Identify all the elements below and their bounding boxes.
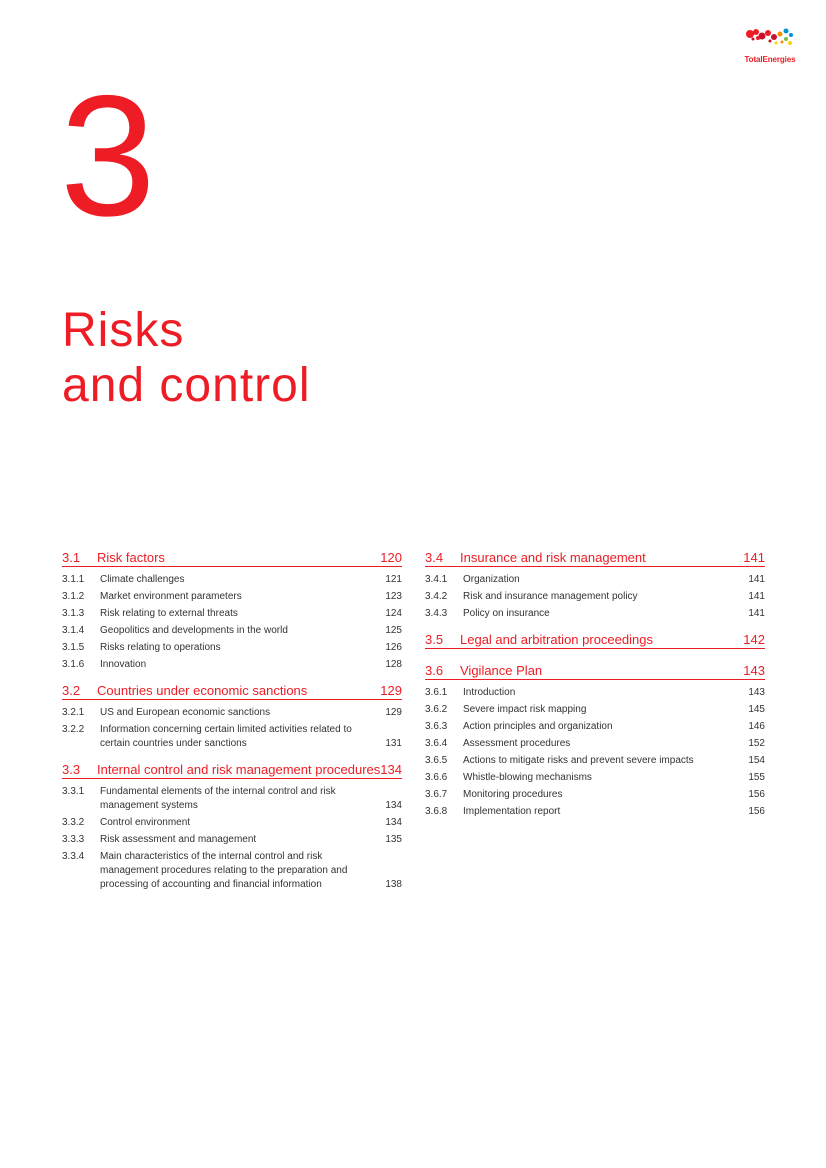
entry-title: Severe impact risk mapping bbox=[463, 704, 587, 715]
entry-page: 154 bbox=[748, 755, 765, 766]
entry-number: 3.3.2 bbox=[62, 817, 85, 828]
entry-title: Risk relating to external threats bbox=[100, 608, 238, 619]
toc-entry[interactable] bbox=[62, 850, 402, 892]
entry-title: Monitoring procedures bbox=[463, 789, 563, 800]
entry-page: 124 bbox=[385, 608, 402, 619]
entry-number: 3.6.1 bbox=[425, 687, 448, 698]
section-spacer bbox=[62, 754, 402, 762]
section-number: 3.5 bbox=[425, 632, 444, 647]
section-spacer bbox=[425, 655, 765, 663]
entry-title: Risks relating to operations bbox=[100, 642, 221, 653]
toc-section-heading[interactable] bbox=[62, 762, 402, 779]
entry-page: 129 bbox=[385, 707, 402, 718]
entry-title: Policy on insurance bbox=[463, 608, 550, 619]
toc-entry[interactable] bbox=[425, 573, 765, 587]
entry-number: 3.1.3 bbox=[62, 608, 85, 619]
toc-section-heading[interactable] bbox=[62, 550, 402, 567]
entry-page: 152 bbox=[748, 738, 765, 749]
entry-page: 141 bbox=[748, 574, 765, 585]
entry-page: 126 bbox=[385, 642, 402, 653]
entry-title: Whistle-blowing mechanisms bbox=[463, 772, 592, 783]
entry-number: 3.1.2 bbox=[62, 591, 85, 602]
section-number: 3.2 bbox=[62, 683, 81, 698]
entry-number: 3.2.2 bbox=[62, 724, 85, 735]
toc-entry[interactable] bbox=[62, 785, 402, 813]
toc-entry[interactable] bbox=[62, 641, 402, 655]
entry-number: 3.2.1 bbox=[62, 707, 85, 718]
entry-title: Geopolitics and developments in the world bbox=[100, 625, 288, 636]
toc-section-heading[interactable] bbox=[425, 632, 765, 649]
entry-title: Risk assessment and management bbox=[100, 834, 257, 845]
entry-page: 128 bbox=[385, 659, 402, 670]
toc-entry[interactable] bbox=[62, 658, 402, 672]
entry-title: Information concerning certain limited activities related to certain countries under sanctions bbox=[100, 724, 352, 749]
toc-entry[interactable] bbox=[62, 573, 402, 587]
entry-page: 121 bbox=[385, 574, 402, 585]
toc-entry[interactable] bbox=[425, 703, 765, 717]
section-number: 3.1 bbox=[62, 550, 81, 565]
section-title: Internal control and risk management procedures bbox=[97, 762, 381, 777]
entry-number: 3.6.4 bbox=[425, 738, 448, 749]
entry-title: US and European economic sanctions bbox=[100, 707, 271, 718]
entry-page: 125 bbox=[385, 625, 402, 636]
entry-number: 3.6.3 bbox=[425, 721, 448, 732]
section-spacer bbox=[62, 675, 402, 683]
entry-page: 135 bbox=[385, 834, 402, 845]
toc-section-heading[interactable] bbox=[425, 550, 765, 567]
toc-entry[interactable] bbox=[62, 607, 402, 621]
entry-title: Actions to mitigate risks and prevent severe impacts bbox=[463, 755, 694, 766]
entry-page: 134 bbox=[385, 800, 402, 811]
chapter-title bbox=[62, 303, 311, 413]
chapter-title-line1: Risks bbox=[62, 304, 185, 357]
entry-page: 156 bbox=[748, 806, 765, 817]
section-title: Risk factors bbox=[97, 550, 165, 565]
toc-entry[interactable] bbox=[62, 706, 402, 720]
section-page: 141 bbox=[743, 550, 765, 565]
entry-page: 156 bbox=[748, 789, 765, 800]
section-title: Countries under economic sanctions bbox=[97, 683, 308, 698]
toc-section-heading[interactable] bbox=[425, 663, 765, 680]
entry-number: 3.6.5 bbox=[425, 755, 448, 766]
entry-page: 138 bbox=[385, 879, 402, 890]
entry-title: Risk and insurance management policy bbox=[463, 591, 638, 602]
entry-page: 134 bbox=[385, 817, 402, 828]
section-page: 120 bbox=[380, 550, 402, 565]
entry-title: Action principles and organization bbox=[463, 721, 613, 732]
entry-page: 155 bbox=[748, 772, 765, 783]
chapter-title-line2: and control bbox=[62, 359, 311, 412]
entry-title: Implementation report bbox=[463, 806, 561, 817]
section-title: Vigilance Plan bbox=[460, 663, 543, 678]
toc-section-heading[interactable] bbox=[62, 683, 402, 700]
entry-title: Introduction bbox=[463, 687, 516, 698]
entry-page: 123 bbox=[385, 591, 402, 602]
entry-number: 3.6.8 bbox=[425, 806, 448, 817]
entry-page: 143 bbox=[748, 687, 765, 698]
entry-number: 3.6.6 bbox=[425, 772, 448, 783]
entry-title: Main characteristics of the internal control and risk management procedures relating to the preparation and processing of accounting and financial information bbox=[100, 851, 348, 890]
toc-entry[interactable] bbox=[62, 723, 402, 751]
entry-number: 3.1.4 bbox=[62, 625, 85, 636]
section-spacer bbox=[425, 822, 765, 830]
entry-page: 131 bbox=[385, 738, 402, 749]
section-page: 142 bbox=[743, 632, 765, 647]
entry-page: 145 bbox=[748, 704, 765, 715]
section-spacer bbox=[425, 624, 765, 632]
entry-number: 3.3.1 bbox=[62, 786, 85, 797]
toc-right-column bbox=[425, 550, 765, 830]
chapter-number: 3 bbox=[60, 60, 150, 252]
brand-name: TotalEnergies bbox=[744, 55, 796, 64]
section-spacer bbox=[62, 895, 402, 903]
entry-number: 3.3.4 bbox=[62, 851, 85, 862]
section-title: Insurance and risk management bbox=[460, 550, 646, 565]
entry-title: Climate challenges bbox=[100, 574, 185, 585]
toc-entry[interactable] bbox=[425, 737, 765, 751]
entry-title: Innovation bbox=[100, 659, 147, 670]
entry-number: 3.1.1 bbox=[62, 574, 85, 585]
entry-title: Assessment procedures bbox=[463, 738, 571, 749]
entry-number: 3.3.3 bbox=[62, 834, 85, 845]
toc-entry[interactable] bbox=[425, 788, 765, 802]
toc-entry[interactable] bbox=[425, 607, 765, 621]
toc-entry[interactable] bbox=[425, 720, 765, 734]
section-number: 3.4 bbox=[425, 550, 444, 565]
entry-number: 3.4.1 bbox=[425, 574, 448, 585]
entry-number: 3.6.7 bbox=[425, 789, 448, 800]
entry-page: 141 bbox=[748, 591, 765, 602]
section-title: Legal and arbitration proceedings bbox=[460, 632, 653, 647]
section-page: 143 bbox=[743, 663, 765, 678]
entry-title: Organization bbox=[463, 574, 520, 585]
section-number: 3.3 bbox=[62, 762, 81, 777]
toc-entry[interactable] bbox=[425, 590, 765, 604]
toc-entry[interactable] bbox=[62, 590, 402, 604]
entry-title: Control environment bbox=[100, 817, 191, 828]
entry-number: 3.6.2 bbox=[425, 704, 448, 715]
toc-entry[interactable] bbox=[425, 771, 765, 785]
toc-entry[interactable] bbox=[62, 624, 402, 638]
totalenergies-logo bbox=[738, 24, 804, 68]
logo-mark-icon bbox=[740, 24, 800, 54]
entry-page: 146 bbox=[748, 721, 765, 732]
toc-entry[interactable] bbox=[425, 805, 765, 819]
entry-number: 3.4.3 bbox=[425, 608, 448, 619]
entry-number: 3.4.2 bbox=[425, 591, 448, 602]
section-number: 3.6 bbox=[425, 663, 444, 678]
section-page: 129 bbox=[380, 683, 402, 698]
toc-entry[interactable] bbox=[62, 833, 402, 847]
toc-entry[interactable] bbox=[425, 686, 765, 700]
toc-left-column bbox=[62, 550, 402, 903]
entry-title: Fundamental elements of the internal control and risk management systems bbox=[100, 786, 336, 811]
entry-title: Market environment parameters bbox=[100, 591, 242, 602]
toc-entry[interactable] bbox=[425, 754, 765, 768]
entry-number: 3.1.6 bbox=[62, 659, 85, 670]
entry-number: 3.1.5 bbox=[62, 642, 85, 653]
toc-entry[interactable] bbox=[62, 816, 402, 830]
section-page: 134 bbox=[380, 762, 402, 777]
entry-page: 141 bbox=[748, 608, 765, 619]
